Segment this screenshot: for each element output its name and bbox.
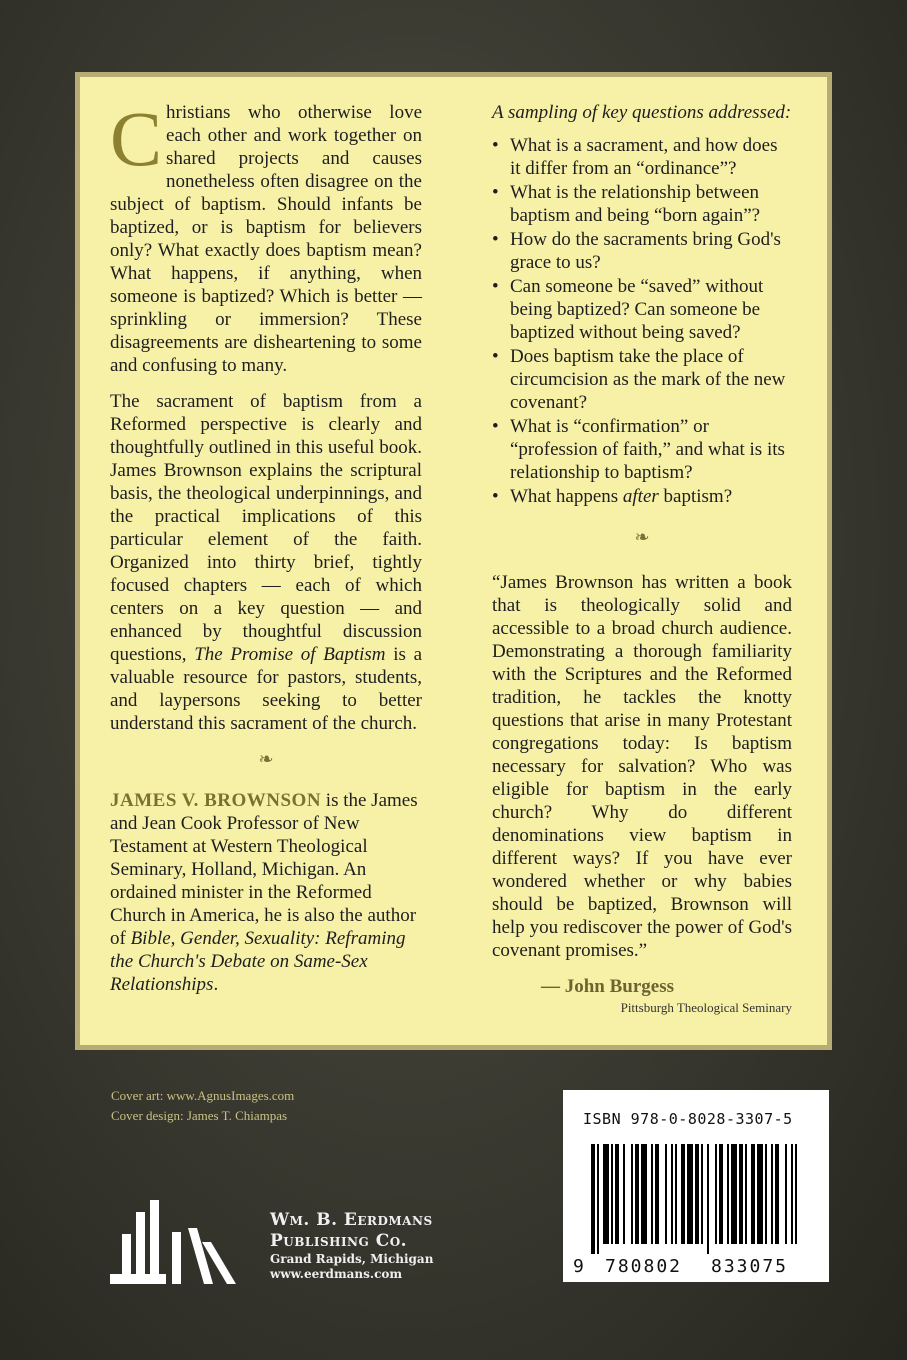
author-other-book: Bible, Gender, Sexuality: Reframing the Church's Debate on Same-Sex Relationships	[110, 928, 406, 995]
publisher-logo-icon	[110, 1198, 250, 1286]
list-item: • Does baptism take the place of circumcision as the mark of the new covenant?	[492, 345, 792, 414]
isbn-barcode	[563, 1090, 829, 1282]
endorsement-quote: “James Brownson has written a book that is theologically solid and accessible to a broad church audience. Demonstrating a thorough familiarity with the Scriptures and the Reformed tradition, he tackles the knotty questions that arise in many Protestant congregations today: Is baptism necessary for salvation? Who was eligible for baptism in the early church? Why do different denominations view baptism in different ways? If you have ever wondered whether or why babies should be baptized, Brownson will help you rediscover the power of God's covenant promises.”	[492, 572, 792, 961]
publisher-website: www.eerdmans.com	[270, 1267, 403, 1281]
publisher-name: Wm. B. Eerdmans	[270, 1210, 433, 1230]
cover-art-credit: Cover art: www.AgnusImages.com	[111, 1088, 295, 1103]
barcode-digit-first: 9	[573, 1256, 584, 1277]
cover-credits	[111, 1086, 294, 1126]
ornament-icon: ❧	[258, 749, 274, 769]
intro-paragraph	[110, 95, 422, 377]
endorser-name: — John Burgess	[540, 976, 674, 997]
publisher-name-line2: Publishing Co.	[270, 1231, 408, 1251]
author-name: JAMES V. BROWNSON	[110, 790, 322, 811]
isbn-text: ISBN 978-0-8028-3307-5	[583, 1110, 793, 1128]
barcode-icon	[563, 1138, 829, 1278]
list-item: • What is “confirmation” or “profession of faith,” and what is its relationship to baptism?	[492, 415, 792, 484]
endorser-organization: Pittsburgh Theological Seminary	[620, 1000, 792, 1015]
left-column	[110, 95, 422, 1009]
questions-list	[492, 134, 792, 508]
list-item: • What is a sacrament, and how does it differ from an “ordinance”?	[492, 134, 792, 180]
question-emphasis: after	[622, 486, 659, 507]
question-text: What happens	[510, 486, 623, 507]
publisher-city: Grand Rapids, Michigan	[270, 1252, 434, 1266]
author-bio	[110, 789, 422, 996]
description-text-end: is a valuable resource for pastors, students, and laypersons seeking to better understand this sacrament of the church.	[110, 644, 422, 734]
description-paragraph	[110, 390, 422, 735]
description-text: The sacrament of baptism from a Reformed perspective is clearly and thoughtfully outlined in this useful book. James Brownson explains the scriptural basis, the theological underpinnings, and the practical implications of this particular element of the faith. Organized into thirty brief, tightly focused chapters — each of which centers on a key question — and enhanced by thoughtful discussion questions,	[110, 391, 422, 665]
barcode-digits-left: 780802	[605, 1256, 683, 1277]
list-item: • How do the sacraments bring God's grace to us?	[492, 228, 792, 274]
book-title: The Promise of Baptism	[194, 644, 386, 665]
author-bio-end: .	[213, 974, 219, 995]
question-text-end: baptism?	[658, 486, 733, 507]
list-item: • Can someone be “saved” without being baptized? Can someone be baptized without being saved?	[492, 275, 792, 344]
barcode-digits-right: 833075	[711, 1256, 789, 1277]
cover-design-credit: Cover design: James T. Chiampas	[111, 1108, 288, 1123]
publisher-info	[270, 1210, 433, 1282]
right-column	[492, 101, 792, 1016]
back-cover-panel	[75, 72, 832, 1050]
drop-cap: C	[110, 95, 163, 182]
list-item	[492, 485, 792, 508]
questions-heading: A sampling of key questions addressed:	[492, 102, 792, 123]
author-bio-text: is the James and Jean Cook Professor of New Testament at Western Theological Seminary, Holland, Michigan. An ordained minister in the Reformed Church in America, he is also the author of	[110, 790, 418, 949]
ornament-icon: ❧	[634, 527, 650, 547]
list-item: • What is the relationship between baptism and being “born again”?	[492, 181, 792, 227]
intro-text: hristians who otherwise love each other and work together on shared projects and causes nonetheless often disagree on the subject of baptism. Should infants be baptized, or is baptism for believers only? What exactly does baptism mean? What happens, if anything, when someone is baptized? Which is better — sprinkling or immersion? These disagreements are disheartening to some and confusing to many.	[110, 102, 422, 376]
